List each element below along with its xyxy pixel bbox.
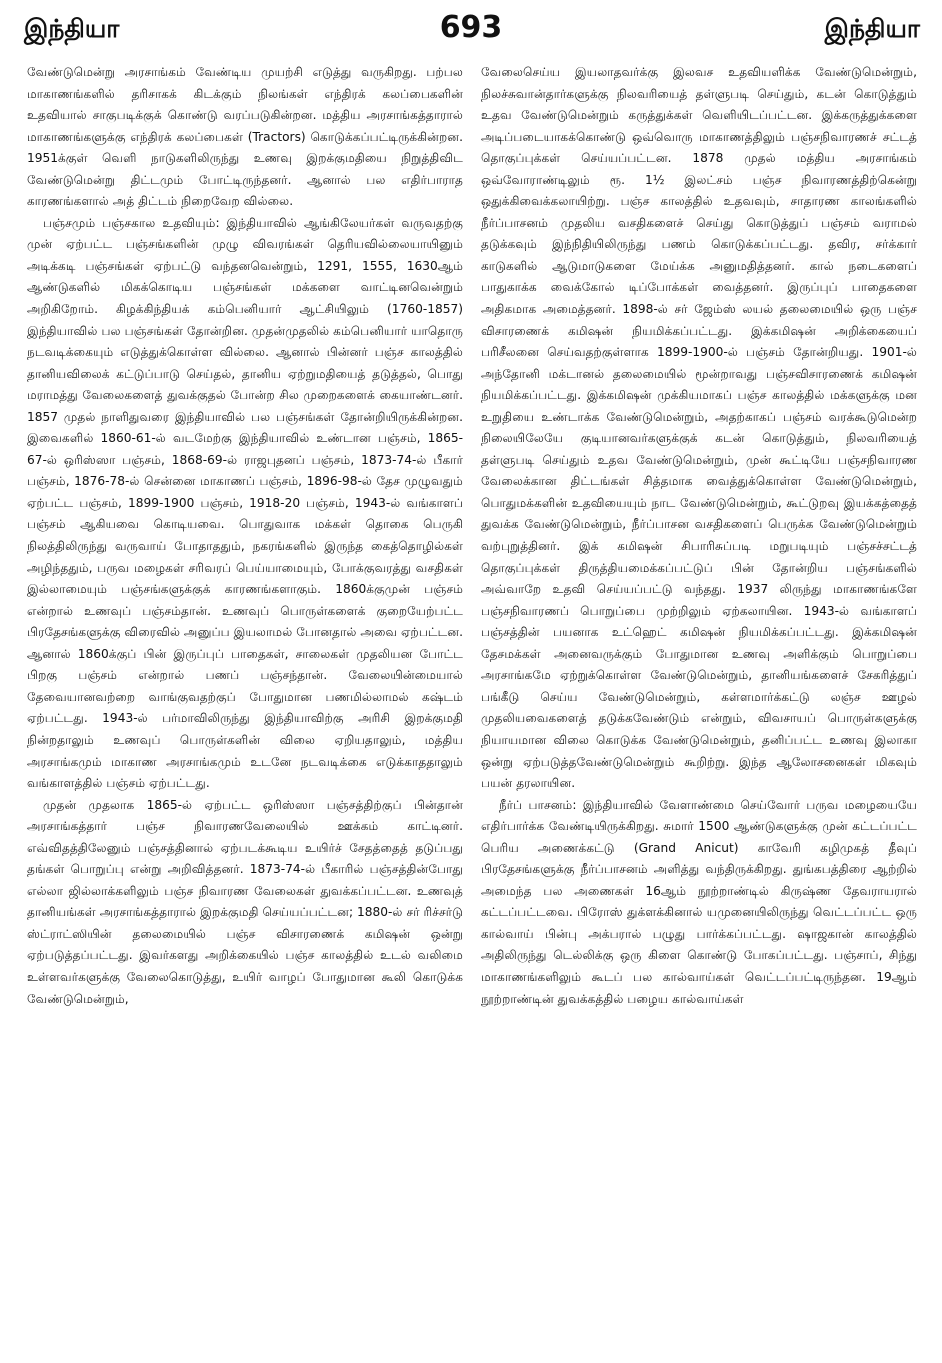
- right-column: [481, 62, 917, 1358]
- left-column: [27, 62, 463, 1358]
- running-head-left: இந்தியா: [24, 14, 120, 43]
- paragraph: பஞ்சமும் பஞ்சகால உதவியும்: இந்தியாவில் ஆங்கிலேயர்கள் வருவதற்கு முன் ஏற்பட்ட பஞ்சங்களின் முழு விவரங்கள் தெரியவில்லையாயினும் அடிக்கடி பஞ்சங்கள் ஏற்பட்டு வந்தனவென்றும், 1291, 1555, 1630ஆம் ஆண்டுகளில் மிகக்கொடிய பஞ்சங்கள் மக்களை வாட்டினவென்றும் அறிகிறோம். கிழக்கிந்தியக் கம்பெனியார் ஆட்சியிலும் (1760-1857) இந்தியாவில் பல பஞ்சங்கள் தோன்றின. முதன்முதலில் கம்பெனியார் யாதொரு நடவடிக்கையும் எடுத்துக்கொள்ள வில்லை. ஆனால் பின்னர் பஞ்ச காலத்தில் தானியவிலைக் கட்டுப்பாடு செய்தல், தானிய ஏற்றுமதியைத் தடுத்தல், பொது மராமத்து வேலைகளைத் துவக்குதல் போன்ற சில முறைகளைக் கையாண்டனர். 1857 முதல் நாளிதுவரை இந்தியாவில் பல பஞ்சங்கள் தோன்றியிருக்கின்றன. இவைகளில் 1860-61-ல் வடமேற்கு இந்தியாவில் உண்டான பஞ்சம், 1865-67-ல் ஒரிஸ்ஸா பஞ்சம், 1868-69-ல் ராஜபுதனப் பஞ்சம், 1873-74-ல் பீகார் பஞ்சம், 1876-78-ல் சென்னை மாகாணப் பஞ்சம், 1896-98-ல் தேச முழுவதும் ஏற்பட்ட பஞ்சம், 1899-1900 பஞ்சம், 1918-20 பஞ்சம், 1943-ல் வங்காளப் பஞ்சம் ஆகியவை கொடியவை. பொதுவாக மக்கள் தொகை பெருகி நிலத்திலிருந்து வருவாய் போதாததும், நகரங்களில் இருந்த கைத்தொழில்கள் அழிந்ததும், பருவ மழைகள் சரிவரப் பெய்யாமையும், போக்குவரத்து வசதிகள் இல்லாமையும் பஞ்சங்களுக்குக் காரணங்களாகும். 1860க்குமுன் பஞ்சம் என்றால் உணவுப் பஞ்சம்தான். உணவுப் பொருள்களைக் குறையேற்பட்ட பிரதேசங்களுக்கு விரைவில் அனுப்ப இயலாமல் போனதால் அவை ஏற்பட்டன. ஆனால் 1860க்குப் பின் இருப்புப் பாதைகள், சாலைகள் முதலியன போட்ட பிறகு பஞ்சம் என்றால் பணப் பஞ்சந்தான். வேலையின்மையால் தேவையானவற்றை வாங்குவதற்குப் போதுமான பணமில்லாமல் கஷ்டம் ஏற்பட்டது. 1943-ல் பர்மாவிலிருந்து இந்தியாவிற்கு அரிசி இறக்குமதி நின்றதாலும் உணவுப் பொருள்களின் விலை ஏறியதாலும், மத்திய அரசாங்கமும் மாகாண அரசாங்கமும் உடனே நடவடிக்கை எடுக்காததாலும் வங்காளத்தில் பஞ்சம் ஏற்பட்டது.: [27, 215, 463, 791]
- paragraph: வேண்டுமென்று அரசாங்கம் வேண்டிய முயற்சி எடுத்து வருகிறது. பற்பல மாகாணங்களில் தரிசாகக் கிடக்கும் நிலங்கள் எந்திரக் கலப்பைகளின் உதவியால் சாகுபடிக்குக் கொண்டு வரப்படுகின்றன. மத்திய அரசாங்கத்தாரால் மாகாணங்களுக்கு எந்திரக் கலப்பைகள் (Tractors) கொடுக்கப்பட்டிருக்கின்றன. 1951க்குள் வெளி நாடுகளிலிருந்து உணவு இறக்குமதியை நிறுத்திவிட வேண்டுமென்று திட்டமும் போட்டிருந்தனர். ஆனால் பல எதிர்பாராத காரணங்களால் அத் திட்டம் நிறைவேற வில்லை.: [27, 65, 463, 209]
- paragraph: நீர்ப் பாசனம்: இந்தியாவில் வேளாண்மை செய்வோர் பருவ மழையையே எதிர்பார்க்க வேண்டியிருக்கிறது. சுமார் 1500 ஆண்டுகளுக்கு முன் கட்டப்பட்ட பெரிய அணைக்கட்டு (Grand Anicut) காவேரி கழிமுகத் தீவுப் பிரதேசங்களுக்கு நீர்ப்பாசனம் அளித்து வந்திருக்கிறது. துங்கபத்திரை ஆற்றில் அமைந்த பல அணைகள் 16ஆம் நூற்றாண்டில் கிருஷ்ண தேவராயரால் கட்டப்பட்டவை. பிரோஸ் துக்ளக்கினால் யமுனையிலிருந்து வெட்டப்பட்ட ஒரு கால்வாய் பின்பு அக்பரால் பழுது பார்க்கப்பட்டது. ஷாஜகான் காலத்தில் அதிலிருந்து டெல்லிக்கு ஒரு கிளை கொண்டு போகப்பட்டது. பஞ்சாப், சிந்து மாகாணங்களிலும் கூடப் பல கால்வாய்கள் வெட்டப்பட்டிருந்தன. 19ஆம் நூற்றாண்டின் துவக்கத்தில் பழைய கால்வாய்கள்: [481, 797, 917, 1006]
- paragraph: முதன் முதலாக 1865-ல் ஏற்பட்ட ஒரிஸ்ஸா பஞ்சத்திற்குப் பின்தான் அரசாங்கத்தார் பஞ்ச நிவாரணவேலையில் ஊக்கம் காட்டினர். எவ்விதத்திலேனும் பஞ்சத்தினால் ஏற்படக்கூடிய உயிர்ச் சேதத்தைத் தடுப்பது தங்கள் பொறுப்பு என்று அறிவித்தனர். 1873-74-ல் பீகாரில் பஞ்சத்தின்போது எல்லா ஜில்லாக்களிலும் பஞ்ச நிவாரண வேலைகள் துவக்கப்பட்டன. உணவுத் தானியங்கள் அரசாங்கத்தாரால் இறக்குமதி செய்யப்பட்டன; 1880-ல் சர் ரிச்சர்டு ஸ்ட்ராட்ஸியின் தலைமையில் பஞ்ச விசாரணைக் கமிஷன் ஒன்று ஏற்படுத்தப்பட்டது. இவர்களது அறிக்கையில் பஞ்ச காலத்தில் உடல் வலிமை உள்ளவர்களுக்கு வேலைகொடுத்து, உயிர் வாழப் போதுமான கூலி கொடுக்க வேண்டுமென்றும்,: [27, 797, 463, 1006]
- running-head-right: இந்தியா: [824, 14, 920, 43]
- paragraph: வேலைசெய்ய இயலாதவர்க்கு இலவச உதவியளிக்க வேண்டுமென்றும், நிலச்சுவான்தார்களுக்கு நிலவரியைத் தள்ளுபடி செய்தும், கடன் கொடுத்தும் உதவ வேண்டுமென்றும் கருத்துக்கள் வெளியிடப்பட்டன. இக்கருத்துக்களை அடிப்படையாகக்கொண்டு ஒவ்வொரு மாகாணத்திலும் பஞ்சநிவாரணச் சட்டத் தொகுப்புக்கள் செய்யப்பட்டன. 1878 முதல் மத்திய அரசாங்கம் ஒவ்வோராண்டிலும் ரூ. 1½ இலட்சம் பஞ்ச நிவாரணத்திற்கென்று ஒதுக்கிவைக்கலாயிற்று. பஞ்ச காலத்தில் உதவவும், சாதாரண காலங்களில் நீர்ப்பாசனம் முதலிய வசதிகளைச் செய்து கொடுத்துப் பஞ்சம் வராமல் தடுக்கவும் இந்நிதியிலிருந்து பணம் கொடுக்கப்பட்டது. தவிர, சர்க்கார் காடுகளில் ஆடுமாடுகளை மேய்க்க அனுமதித்தனர். கால் நடைகளைப் பாதுகாக்க வைக்கோல் டிப்போக்கள் வைத்தனர். இருப்புப் பாதைகளை அதிகமாக அமைத்தனர். 1898-ல் சர் ஜேம்ஸ் லயல் தலைமையில் ஒரு பஞ்ச விசாரணைக் கமிஷன் நியமிக்கப்பட்டது. இக்கமிஷன் அறிக்கையைப் பரிசீலனை செய்வதற்குள்ளாக 1899-1900-ல் பஞ்சம் தோன்றியது. 1901-ல் அந்தோனி மக்டானல் தலைமையில் மூன்றாவது பஞ்சவிசாரணைக் கமிஷன் நியமிக்கப்பட்டது. இக்கமிஷன் முக்கியமாகப் பஞ்ச காலத்தில் மக்களுக்கு மன உறுதியை உண்டாக்க வேண்டுமென்றும், அதற்காகப் பஞ்சம் வரக்கூடுமென்ற நிலையிலேயே குடியானவர்களுக்குக் கடன் கொடுத்தும், நிலவரியைத் தள்ளுபடி செய்தும் உதவ வேண்டுமென்றும், முன் கூட்டியே பஞ்சநிவாரண வேலைக்கான திட்டங்கள் சித்தமாக வைத்துக்கொள்ள வேண்டுமென்றும், பொதுமக்களின் உதவியையும் நாட வேண்டுமென்றும், கூட்டுறவு இயக்கத்தைத் துவக்க வேண்டுமென்றும், நீர்ப்பாசன வசதிகளைப் பெருக்க வேண்டுமென்றும் வற்புறுத்தினர். இக் கமிஷன் சிபாரிசுப்படி மறுபடியும் பஞ்சச்சட்டத் தொகுப்புக்கள் திருத்தியமைக்கப்பட்டுப் பின் தோன்றிய பஞ்சங்களில் அவ்வாறே உதவி செய்யப்பட்டு வந்தது. 1937 லிருந்து மாகாணங்களே பஞ்சநிவாரணப் பொறுப்பை முற்றிலும் ஏற்கலாயின. 1943-ல் வங்காளப் பஞ்சத்தின் பயனாக உட்ஹெட் கமிஷன் நியமிக்கப்பட்டது. இக்கமிஷன் தேசமக்கள் அனைவருக்கும் போதுமான உணவு அளிக்கும் பொறுப்பை அரசாங்கமே ஏற்றுக்கொள்ள வேண்டுமென்றும், தானியங்களைச் சேகரித்துப் பங்கீடு செய்ய வேண்டுமென்றும், கள்ளமார்க்கட்டு லஞ்ச ஊழல் முதலியவைகளைத் தடுக்கவேண்டும் என்றும், விவசாயப் பொருள்களுக்கு நியாயமான விலை கொடுக்க வேண்டுமென்றும், தனிப்பட்ட உணவு இலாகா ஒன்று ஏற்படுத்தவேண்டுமென்றும் கூறிற்று. இந்த ஆலோசனைகள் மிகவும் பயன் தரலாயின.: [481, 65, 917, 791]
- page-header: [0, 0, 942, 56]
- page-number: 693: [439, 10, 503, 45]
